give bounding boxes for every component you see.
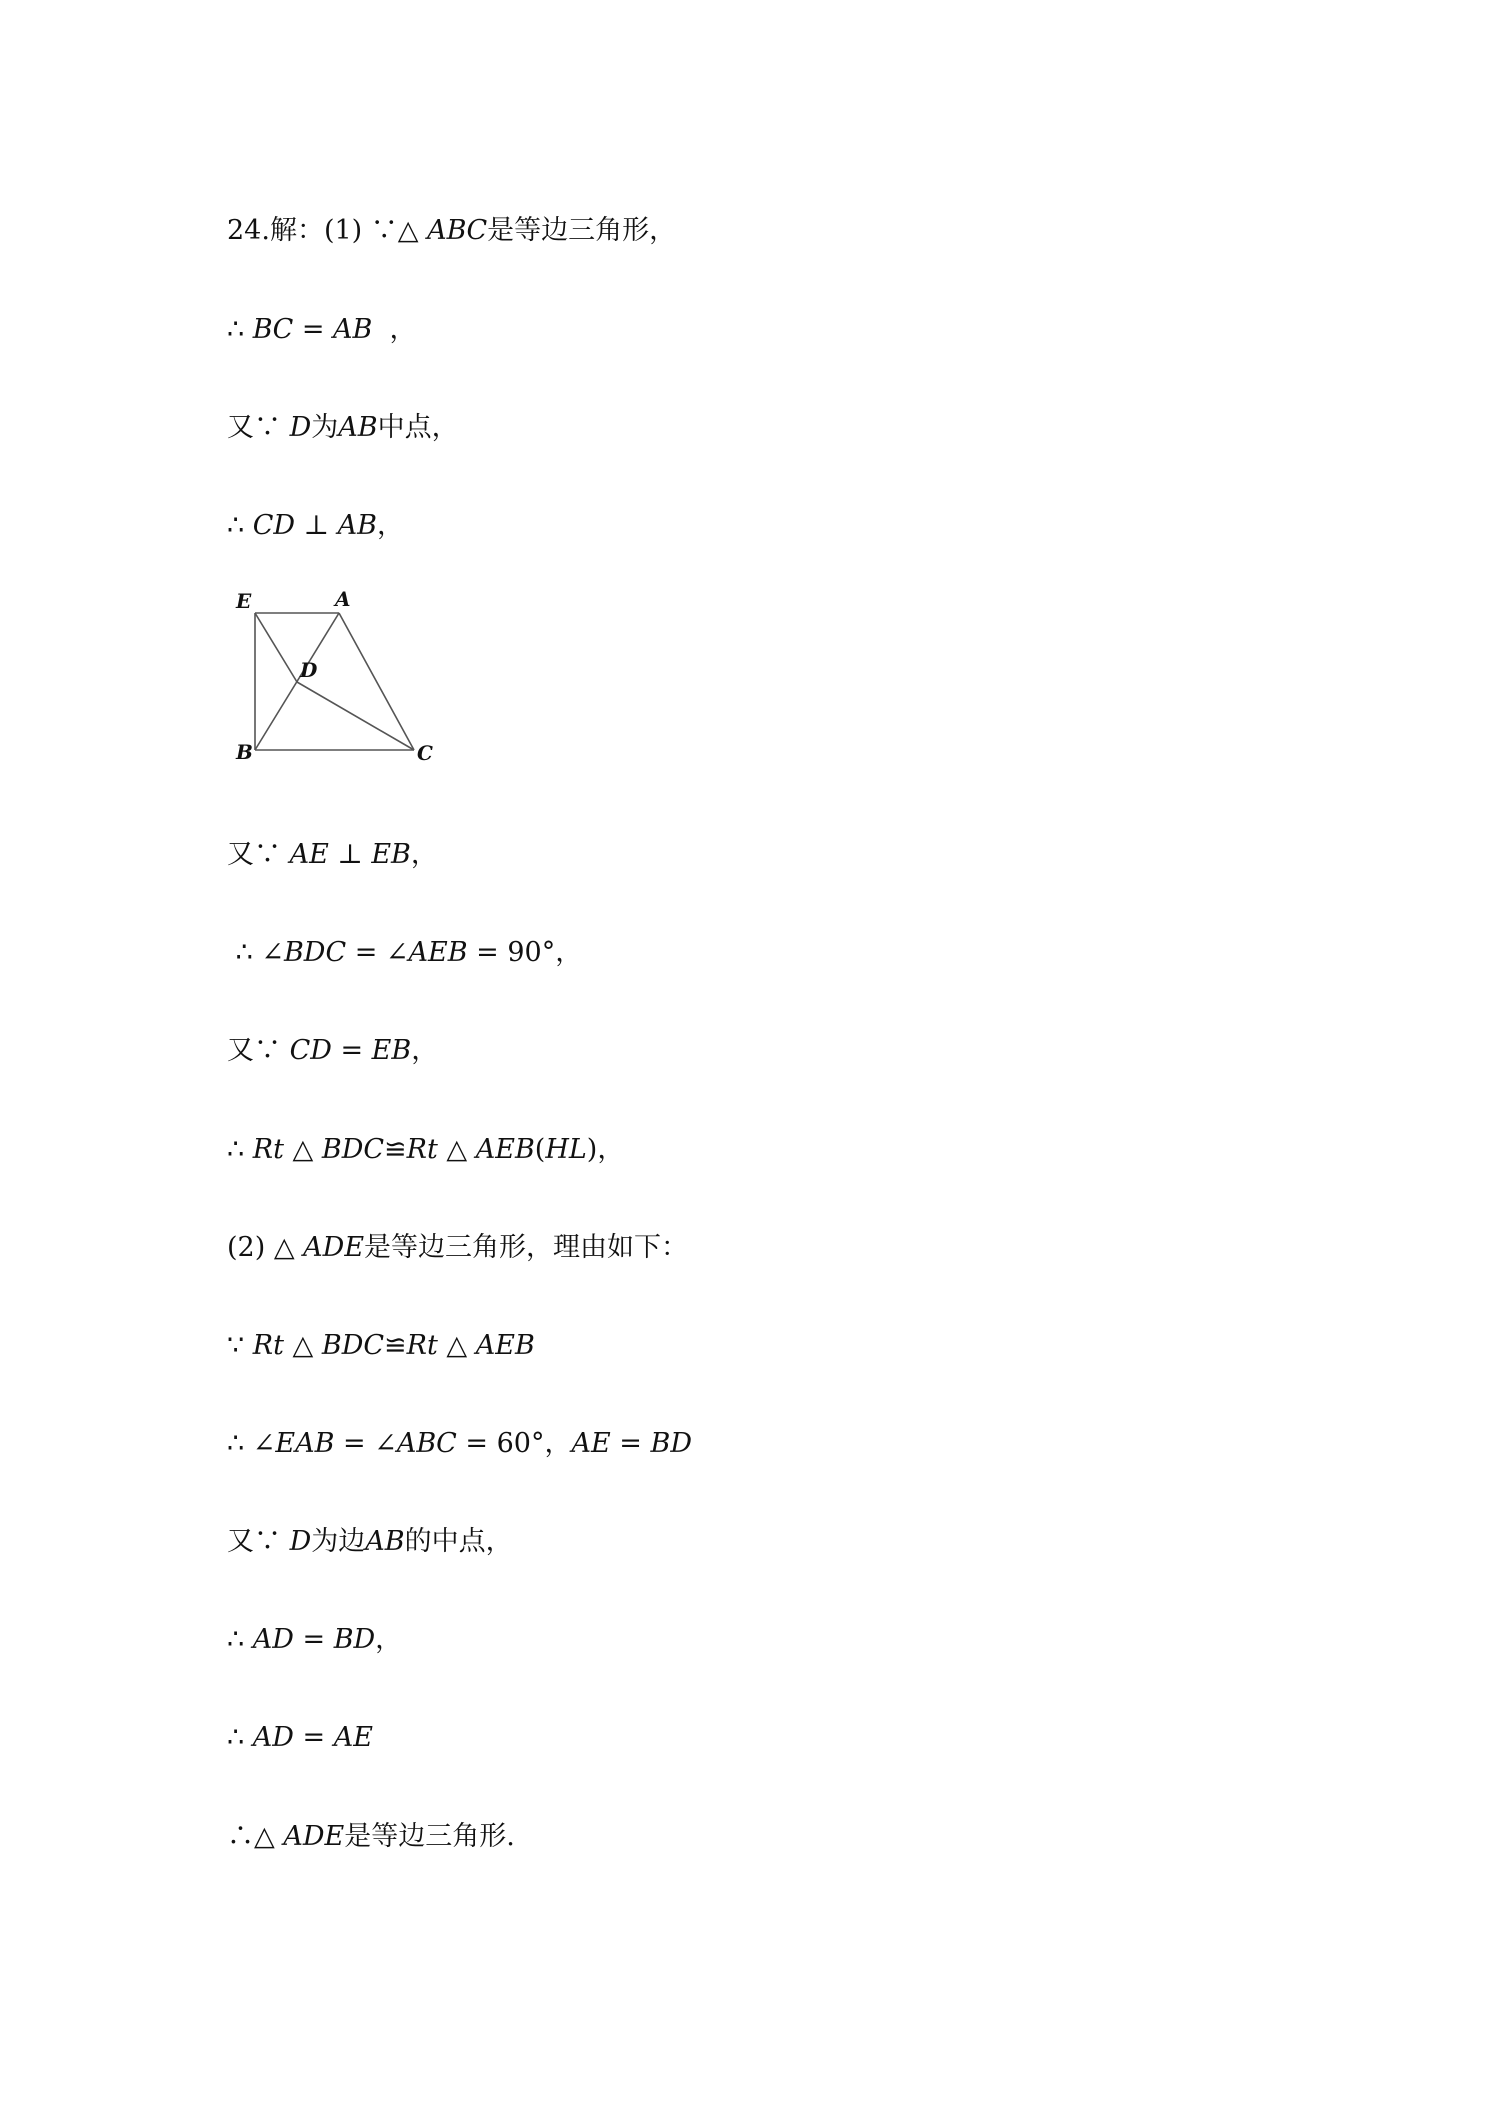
solution-line-9: (2) △ 𝐴𝐷𝐸是等边三角形，理由如下： [227, 1232, 689, 1263]
solution-line-14: ∴ 𝐴𝐷 = 𝐴𝐸 [227, 1722, 373, 1753]
solution-line-3: 又∵ 𝐷为𝐴𝐵中点， [227, 412, 459, 443]
solution-line-10: ∵ 𝑅𝑡 △ 𝐵𝐷𝐶≌𝑅𝑡 △ 𝐴𝐸𝐵 [227, 1330, 535, 1361]
solution-line-6: ∴ ∠𝐵𝐷𝐶 = ∠𝐴𝐸𝐵 = 90°， [227, 937, 583, 968]
label-E: E [236, 589, 252, 613]
solution-line-4: ∴ 𝐶𝐷 ⊥ 𝐴𝐵， [227, 510, 404, 541]
label-C: C [417, 741, 433, 765]
solution-line-11: ∴ ∠𝐸𝐴𝐵 = ∠𝐴𝐵𝐶 = 60°，𝐴𝐸 = 𝐵𝐷 [227, 1428, 692, 1459]
segment-ED [255, 613, 297, 682]
label-A: A [335, 587, 351, 611]
solution-line-12: 又∵ 𝐷为边𝐴𝐵的中点， [227, 1526, 513, 1557]
segment-AC [339, 613, 414, 750]
solution-line-5: 又∵ 𝐴𝐸 ⊥ 𝐸𝐵， [227, 839, 438, 870]
segment-DC [297, 682, 414, 750]
solution-line-13: ∴ 𝐴𝐷 = 𝐵𝐷， [227, 1624, 403, 1655]
label-B: B [236, 740, 253, 764]
solution-line-2: ∴ 𝐵𝐶 = 𝐴𝐵 ， [227, 314, 417, 345]
solution-line-8: ∴ 𝑅𝑡 △ 𝐵𝐷𝐶≌𝑅𝑡 △ 𝐴𝐸𝐵(𝐻𝐿)， [227, 1134, 625, 1165]
solution-line-7: 又∵ 𝐶𝐷 = 𝐸𝐵， [227, 1035, 439, 1066]
label-D: D [300, 658, 318, 682]
solution-line-15: ∴△ 𝐴𝐷𝐸是等边三角形. [227, 1821, 515, 1852]
solution-line-1: 24.解：(1) ∵△ 𝐴𝐵𝐶是等边三角形， [227, 215, 677, 246]
geometry-figure [228, 584, 440, 766]
